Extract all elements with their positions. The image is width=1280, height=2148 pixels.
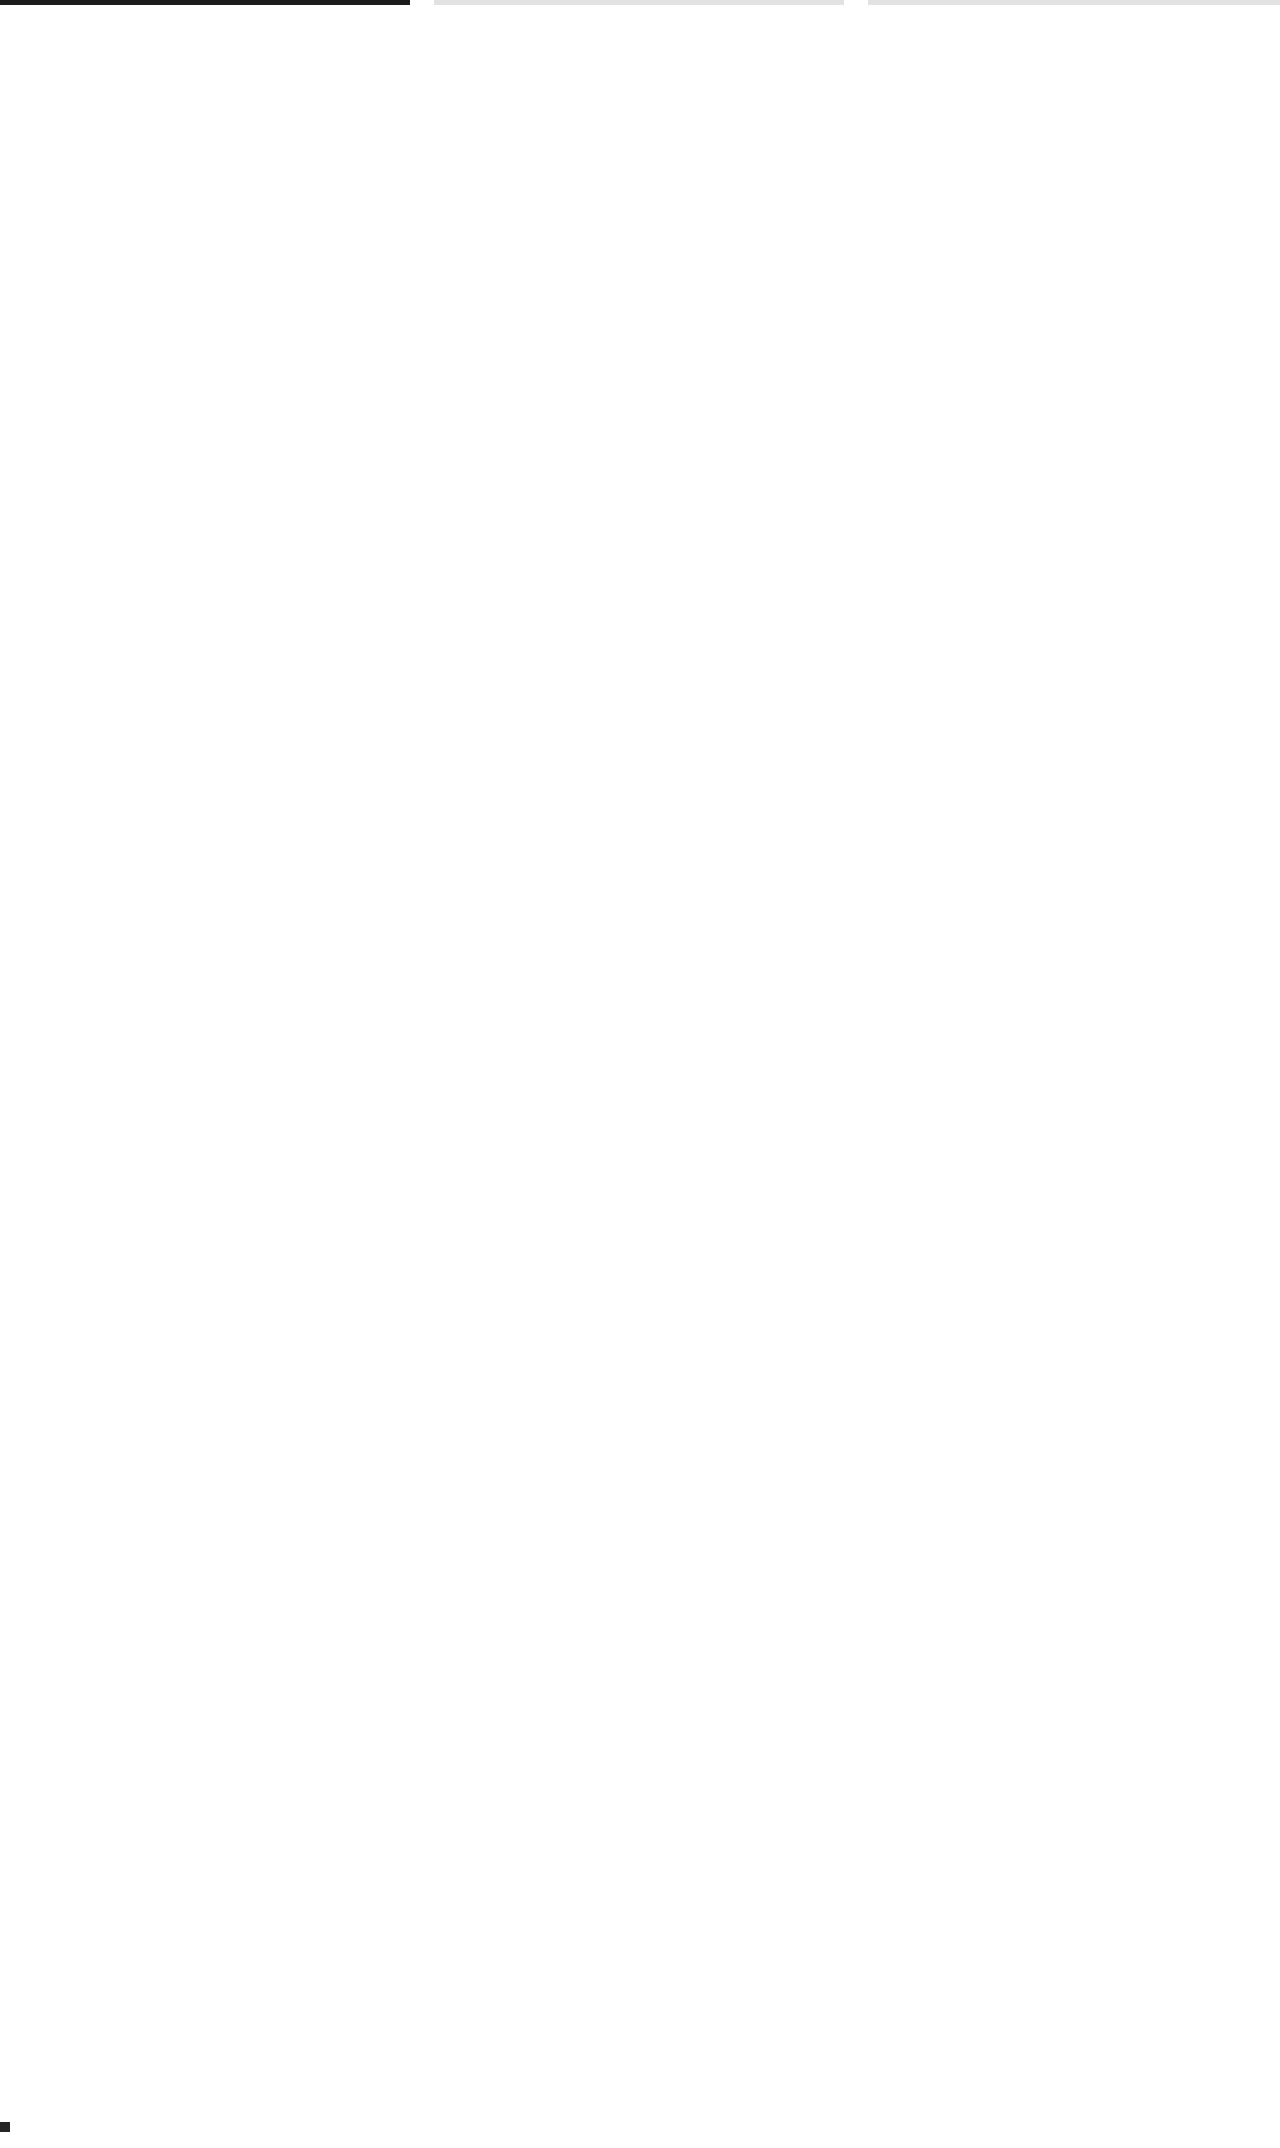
german-flag-icon: [21, 21, 30, 28]
legend-square-icon: [0, 2122, 10, 2132]
progress-fill: [0, 0, 410, 5]
page-progress: [0, 0, 1280, 6]
progress-segment: [868, 0, 1280, 5]
progress-segment: [0, 0, 410, 5]
progress-segment: [434, 0, 844, 5]
column-headers: [0, 140, 1280, 265]
legend: [0, 2122, 19, 2132]
